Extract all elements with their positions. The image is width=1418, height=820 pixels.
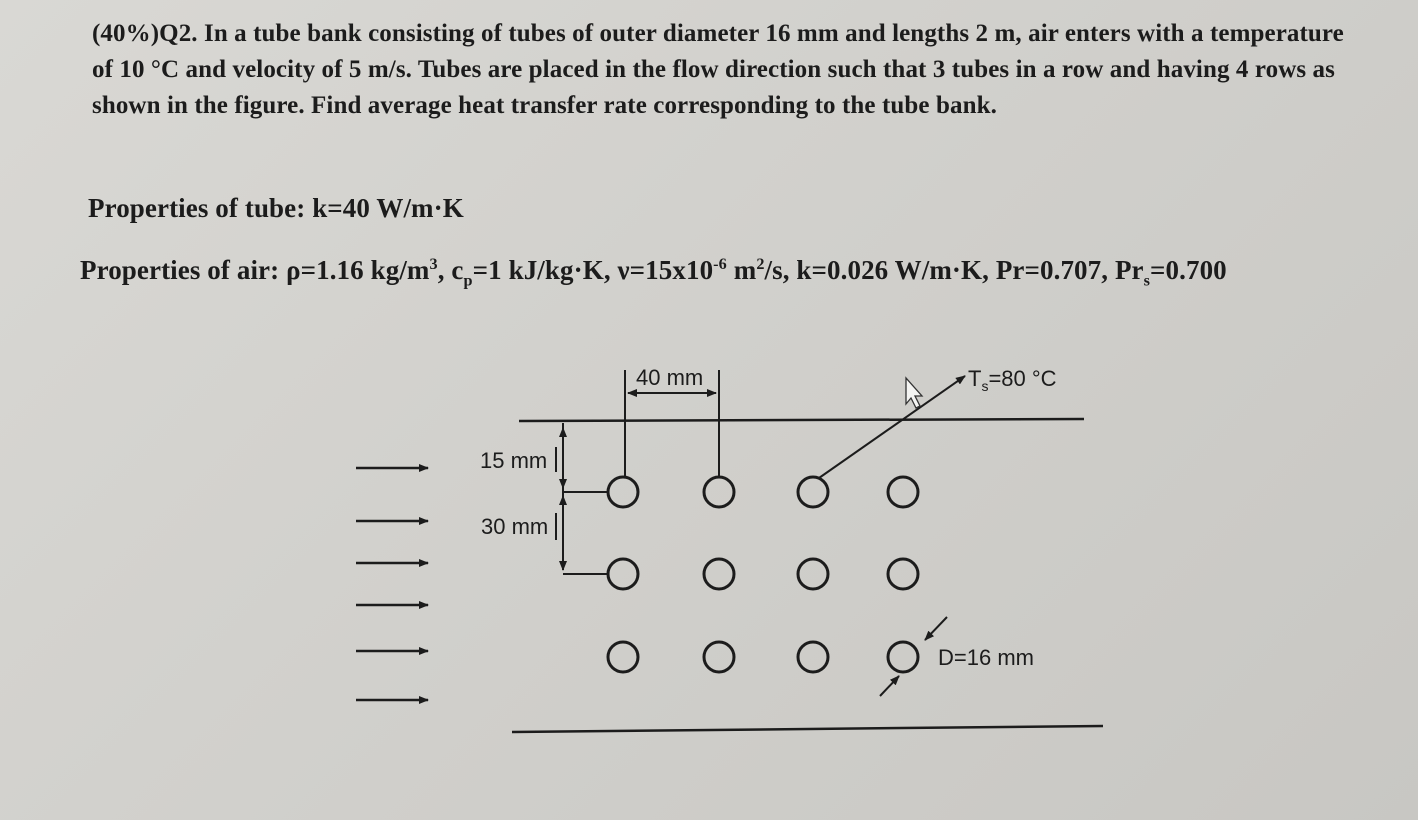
surface-temp-subscript: s — [981, 378, 989, 394]
tube — [704, 559, 734, 589]
air-cp: , c — [437, 255, 464, 285]
tube — [888, 642, 918, 672]
diameter-dimension — [880, 617, 947, 696]
air-prs-value: =0.700 — [1150, 255, 1227, 285]
tube — [798, 477, 828, 507]
label-diameter: D=16 mm — [938, 645, 1034, 670]
surface-temp-value: =80 °C — [988, 366, 1057, 391]
label-top-gap: 15 mm — [480, 448, 548, 473]
label-vertical-pitch: 30 mm — [481, 514, 549, 539]
cursor-icon — [906, 378, 922, 408]
air-cp-subscript: p — [463, 271, 473, 290]
tube — [704, 642, 734, 672]
air-nu-exponent: -6 — [713, 255, 727, 273]
problem-text: (40%)Q2. In a tube bank consisting of tubes of outer diameter 16 mm and lengths 2 m, air enters with a temperature of 10 °C and velocity of 5 m/s. Tubes are placed in the flow direction such that 3 tubes in a row and having 4 rows as shown in the figure. Find average heat transfer rate corresponding to the tube bank. — [92, 20, 1344, 119]
top-wall — [519, 419, 1084, 421]
air-rho-exponent: 3 — [429, 255, 438, 273]
tube — [704, 477, 734, 507]
tube — [608, 477, 638, 507]
flow-arrows — [356, 468, 428, 700]
vertical-dimensions — [556, 423, 608, 574]
tube — [888, 477, 918, 507]
label-horizontal-pitch: 40 mm — [636, 365, 704, 390]
surface-temp-leader — [819, 376, 965, 478]
air-nu-unit-exponent: 2 — [756, 255, 765, 273]
tube — [608, 642, 638, 672]
tube — [608, 559, 638, 589]
bottom-wall — [512, 726, 1103, 732]
surface-temp-symbol: T — [968, 366, 982, 391]
air-nu-unit: m — [726, 255, 757, 285]
air-rho: Properties of air: ρ=1.16 kg/m — [80, 255, 430, 285]
air-rest: /s, k=0.026 W/m·K, Pr=0.707, Pr — [764, 255, 1144, 285]
tubes — [608, 477, 918, 672]
label-surface-temp — [968, 366, 1057, 394]
tube — [888, 559, 918, 589]
air-prs-subscript: s — [1143, 271, 1151, 290]
air-cp-value: =1 kJ/kg·K, ν=15x10 — [472, 255, 714, 285]
tube — [798, 642, 828, 672]
tube-properties: Properties of tube: k=40 W/m·K — [88, 193, 464, 223]
tube — [798, 559, 828, 589]
